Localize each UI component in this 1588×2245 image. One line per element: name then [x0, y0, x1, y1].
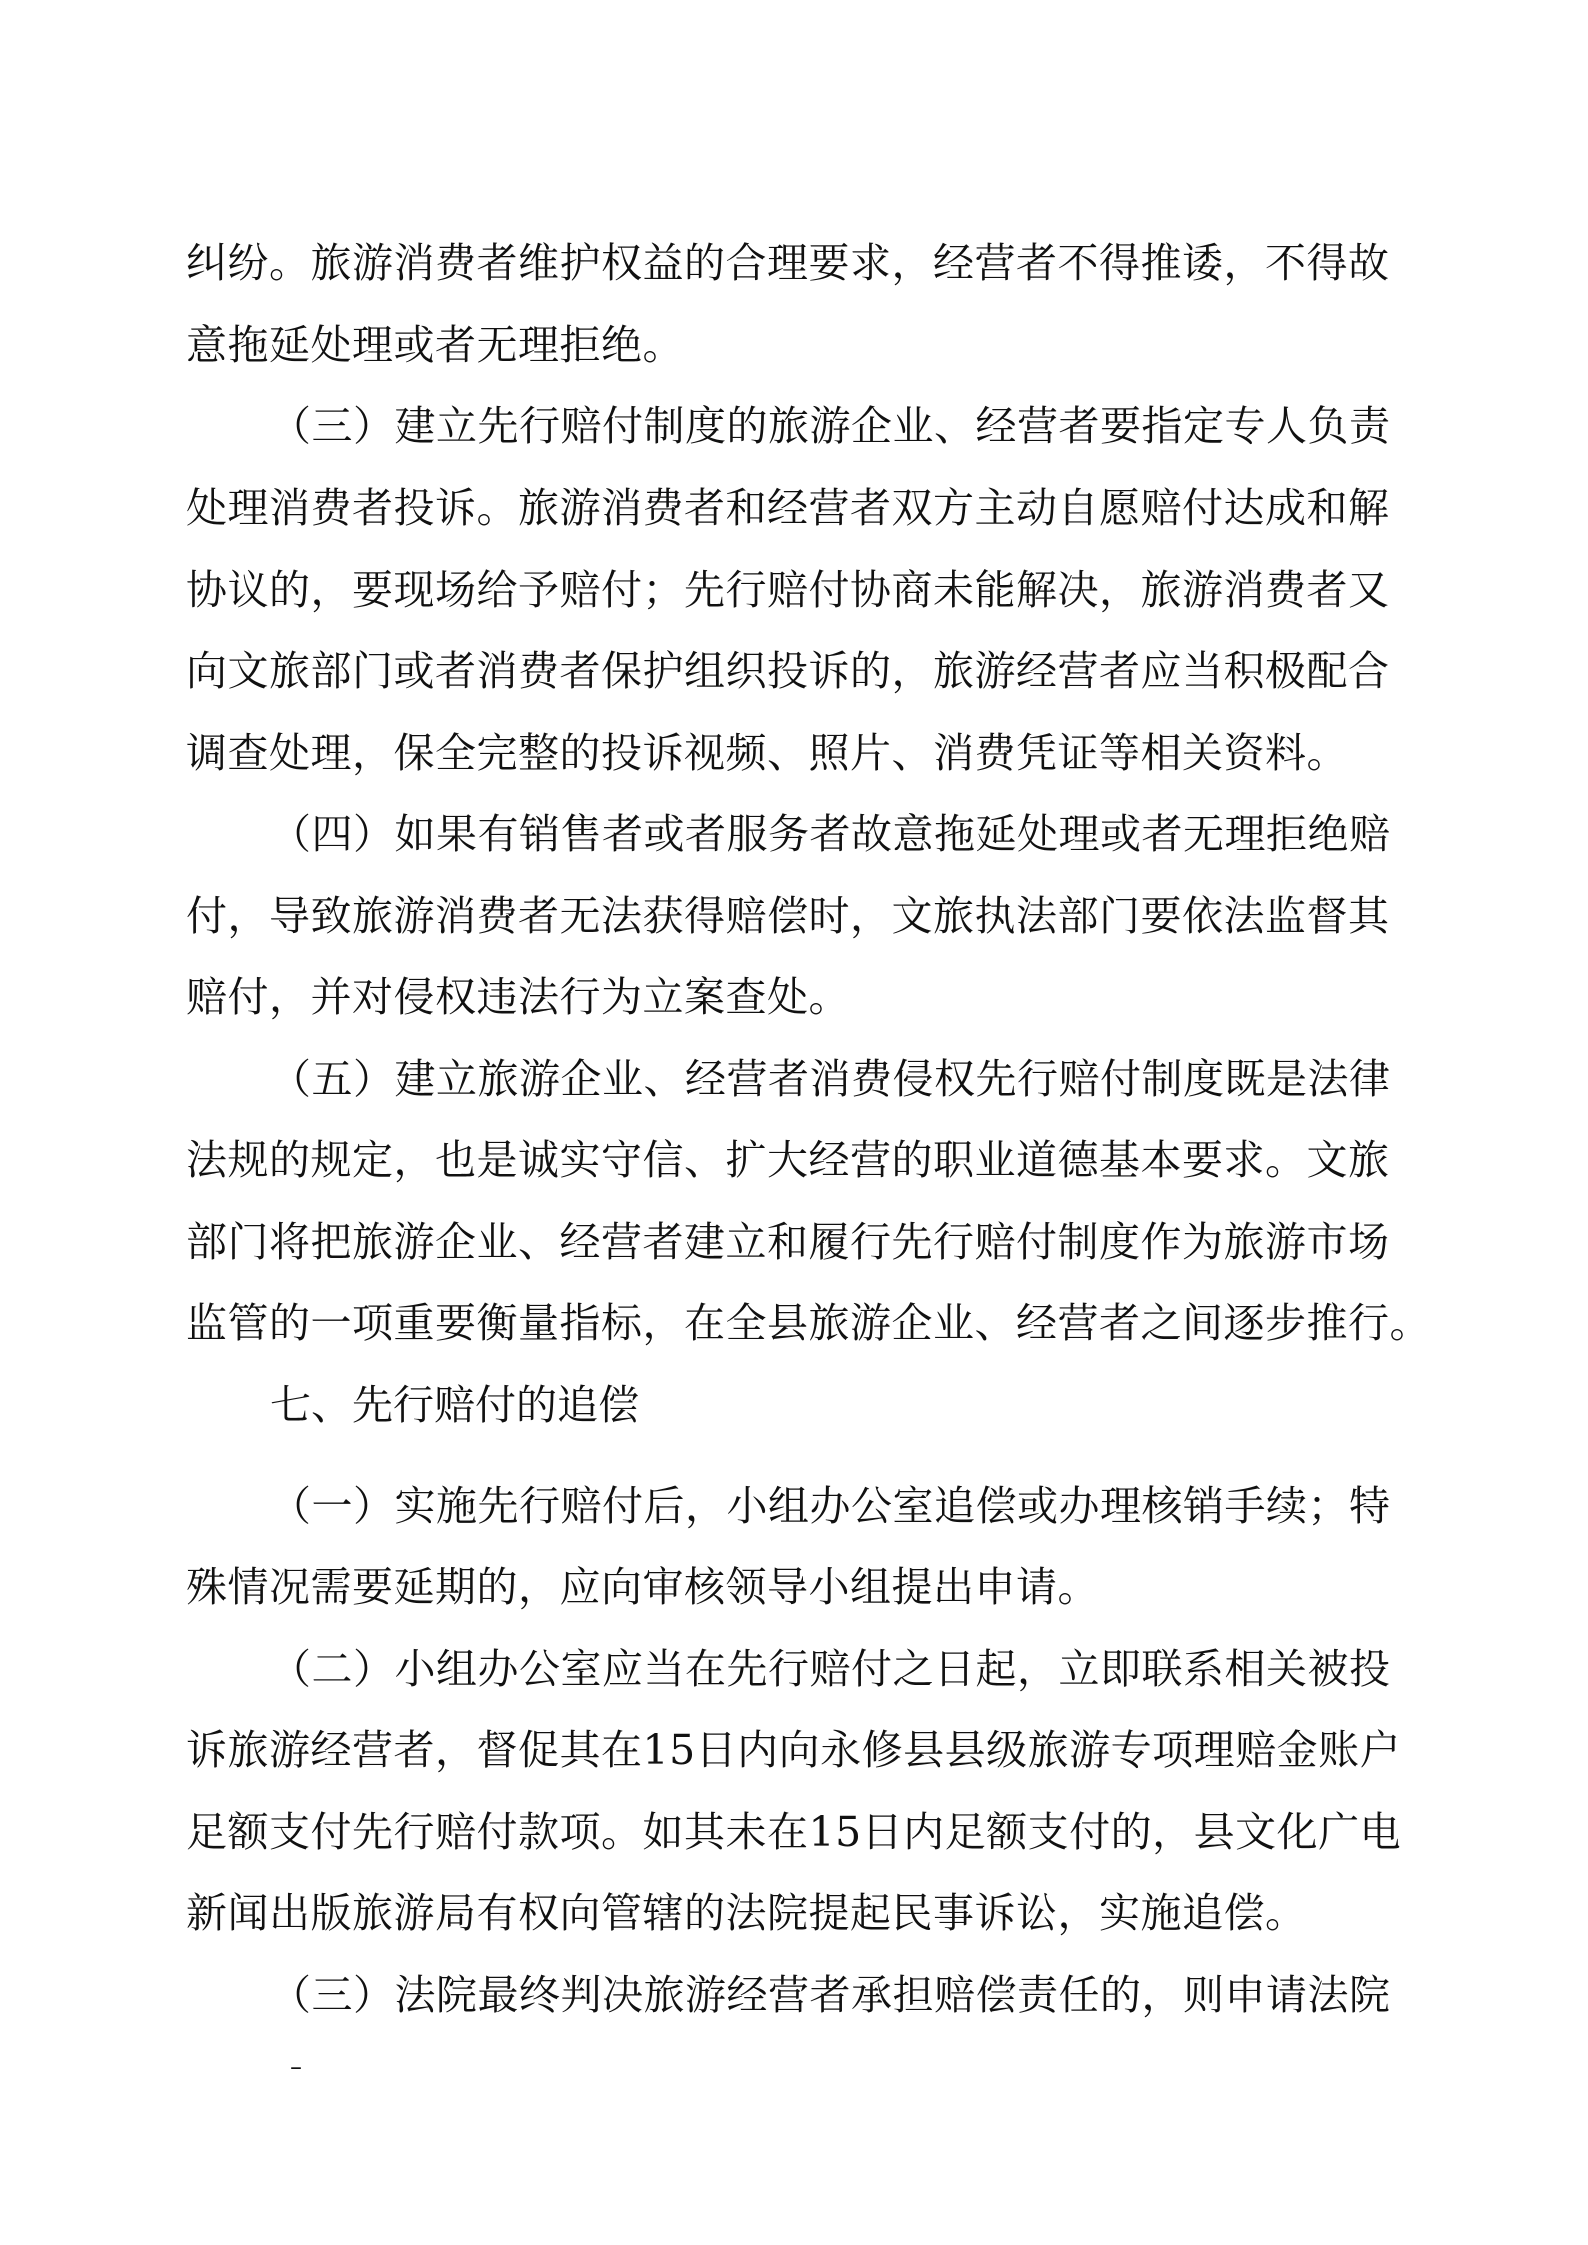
body-text-line: 意拖延处理或者无理拒绝。: [186, 321, 684, 369]
body-text-line: 处理消费者投诉。旅游消费者和经营者双方主动自愿赔付达成和解: [186, 484, 1390, 532]
paragraph-item-2: （二）小组办公室应当在先行赔付之日起，立即联系相关被投: [270, 1645, 1391, 1693]
paragraph-item-1: （一）实施先行赔付后，小组办公室追偿或办理核销手续；特: [270, 1482, 1391, 1530]
body-text-line: 付，导致旅游消费者无法获得赔偿时，文旅执法部门要依法监督其: [186, 892, 1390, 940]
body-text-line: 协议的，要现场给予赔付；先行赔付协商未能解决，旅游消费者又: [186, 566, 1390, 614]
body-text-line: 调查处理，保全完整的投诉视频、照片、消费凭证等相关资料。: [186, 729, 1348, 777]
body-text-line: 殊情况需要延期的，应向审核领导小组提出申请。: [186, 1563, 1099, 1611]
body-text-line: 新闻出版旅游局有权向管辖的法院提起民事诉讼，实施追偿。: [186, 1889, 1307, 1937]
section-heading: 七、先行赔付的追偿: [270, 1381, 639, 1429]
body-text-line: 足额支付先行赔付款项。如其未在15日内足额支付的，县文化广电: [186, 1808, 1402, 1856]
body-text-line: 向文旅部门或者消费者保护组织投诉的，旅游经营者应当积极配合: [186, 647, 1390, 695]
paragraph-item-5: （五）建立旅游企业、经营者消费侵权先行赔付制度既是法律: [270, 1055, 1391, 1103]
body-text-line: 法规的规定，也是诚实守信、扩大经营的职业道德基本要求。文旅: [186, 1136, 1390, 1184]
paragraph-item-4: （四）如果有销售者或者服务者故意拖延处理或者无理拒绝赔: [270, 810, 1391, 858]
paragraph-item-3: （三）建立先行赔付制度的旅游企业、经营者要指定专人负责: [270, 402, 1391, 450]
body-text-line: 监管的一项重要衡量指标，在全县旅游企业、经营者之间逐步推行。: [186, 1299, 1431, 1347]
body-text-line: 赔付，并对侵权违法行为立案查处。: [186, 973, 850, 1021]
paragraph-item-3-continued: （三）法院最终判决旅游经营者承担赔偿责任的，则申请法院: [270, 1971, 1391, 2019]
body-text-line: 纠纷。旅游消费者维护权益的合理要求，经营者不得推诿，不得故: [186, 239, 1390, 287]
body-text-line: 部门将把旅游企业、经营者建立和履行先行赔付制度作为旅游市场: [186, 1218, 1390, 1266]
page-marker: –: [290, 2053, 302, 2081]
body-text-line: 诉旅游经营者，督促其在15日内向永修县县级旅游专项理赔金账户: [186, 1726, 1402, 1774]
